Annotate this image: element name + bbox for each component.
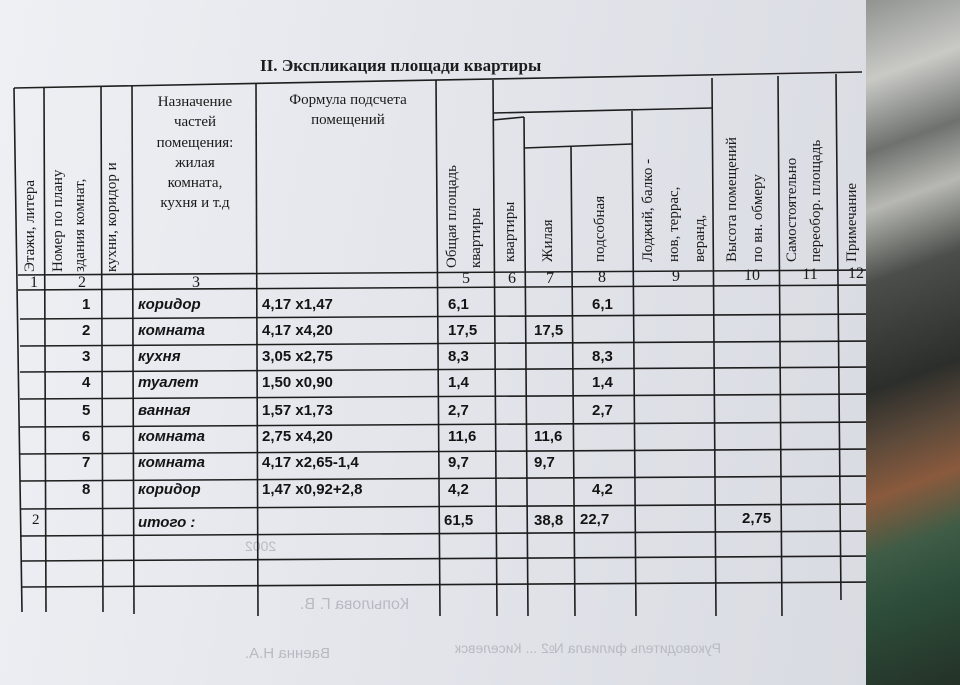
row-formula: 1,57 x1,73 [262, 401, 333, 419]
header-floors: Этажи, литера [22, 179, 38, 272]
header-formula: Формула подсчета помещений [289, 92, 407, 129]
row-formula: 1,50 x0,90 [262, 374, 333, 392]
row-number: 7 [82, 454, 91, 472]
row-formula: 1,47 x0,92+2,8 [262, 480, 363, 498]
row-room-type: туалет [138, 374, 199, 392]
row-number: 8 [82, 480, 91, 498]
row-auxiliary-area: 4,2 [592, 480, 613, 498]
header-living: Жилая [540, 219, 556, 262]
total-floor: 2 [32, 512, 40, 528]
background-photo-edge [850, 0, 960, 685]
header-plan-number-line3: кухни, коридор и [104, 162, 120, 272]
total-auxiliary: 22,7 [580, 511, 610, 528]
col-number-5: 5 [462, 270, 470, 287]
row-number: 4 [82, 374, 91, 392]
header-total-area-line1: Общая площадь [444, 164, 460, 268]
bleed-through-director: Руководитель филиала №2 ... Киселевск [455, 640, 721, 656]
header-self-area-line2: переобор. площадь [808, 139, 824, 262]
col-number-1: 1 [30, 274, 38, 291]
row-total-area: 11,6 [448, 428, 477, 445]
row-formula: 3,05 x2,75 [262, 347, 333, 365]
row-number: 3 [82, 347, 91, 365]
total-label: итого : [138, 514, 196, 531]
row-total-area: 1,4 [448, 374, 469, 392]
header-height-line2: по вн. обмеру [750, 174, 766, 262]
row-total-area: 4,2 [448, 480, 469, 498]
row-auxiliary-area: 2,7 [592, 401, 613, 419]
row-number: 2 [82, 322, 91, 340]
row-number: 6 [82, 428, 91, 445]
header-self-area-line1: Самостоятельно [784, 157, 800, 262]
row-room-type: комната [138, 322, 205, 340]
bleed-through-name: Копылова Г. В. [300, 596, 410, 613]
row-formula: 4,17 x1,47 [262, 296, 333, 313]
row-auxiliary-area: 8,3 [592, 347, 613, 365]
header-loggia-line1: Лоджий, балко - [640, 158, 656, 262]
header-plan-number-line1: Номер по плану [50, 169, 66, 272]
row-living-area: 9,7 [534, 454, 555, 472]
col-number-11: 11 [802, 266, 818, 283]
col-number-9: 9 [672, 268, 680, 285]
total-area: 61,5 [444, 512, 474, 529]
header-note: Примечание [844, 182, 860, 262]
page-title: II. Экспликация площади квартиры [260, 56, 542, 75]
bleed-through-year: 2002 [245, 538, 277, 554]
col-number-8: 8 [598, 269, 606, 286]
row-formula: 4,17 x2,65-1,4 [262, 454, 359, 472]
row-living-area: 17,5 [534, 322, 564, 340]
row-auxiliary-area: 1,4 [592, 374, 613, 392]
row-total-area: 8,3 [448, 347, 469, 365]
total-height: 2,75 [742, 510, 772, 527]
row-number: 1 [82, 296, 91, 313]
col-number-7: 7 [546, 270, 554, 287]
col-number-2: 2 [78, 274, 86, 291]
header-plan-number-line2: здания комнат, [72, 178, 88, 272]
row-auxiliary-area: 6,1 [592, 296, 613, 313]
row-total-area: 2,7 [448, 401, 469, 419]
header-auxiliary: подсобная [592, 195, 608, 262]
header-apartment: квартиры [502, 201, 518, 262]
header-purpose: Назначение частей помещения: жилая комната, кухня и т.д [156, 94, 234, 212]
row-room-type: ванная [138, 401, 191, 419]
row-formula: 2,75 x4,20 [262, 428, 333, 445]
row-living-area: 11,6 [534, 428, 563, 445]
row-room-type: комната [138, 454, 205, 472]
col-number-12: 12 [848, 265, 864, 282]
row-number: 5 [82, 401, 91, 419]
row-room-type: кухня [138, 347, 181, 365]
bleed-through-signature-name: Ваенна Н.А. [245, 645, 330, 662]
header-loggia-line2: нов, террас, [666, 186, 682, 262]
row-formula: 4,17 x4,20 [262, 322, 333, 340]
row-room-type: комната [138, 428, 205, 445]
total-living: 38,8 [534, 512, 564, 529]
row-total-area: 6,1 [448, 296, 469, 313]
header-total-area-line2: квартиры [468, 207, 484, 268]
col-number-10: 10 [744, 267, 760, 284]
header-height-line1: Высота помещений [724, 137, 740, 262]
col-number-6: 6 [508, 270, 516, 287]
header-loggia-line3: веранд, [692, 214, 708, 262]
col-number-3: 3 [192, 274, 200, 291]
row-total-area: 9,7 [448, 454, 469, 472]
row-room-type: коридор [138, 480, 201, 498]
row-room-type: коридор [138, 296, 201, 313]
row-total-area: 17,5 [448, 322, 478, 340]
